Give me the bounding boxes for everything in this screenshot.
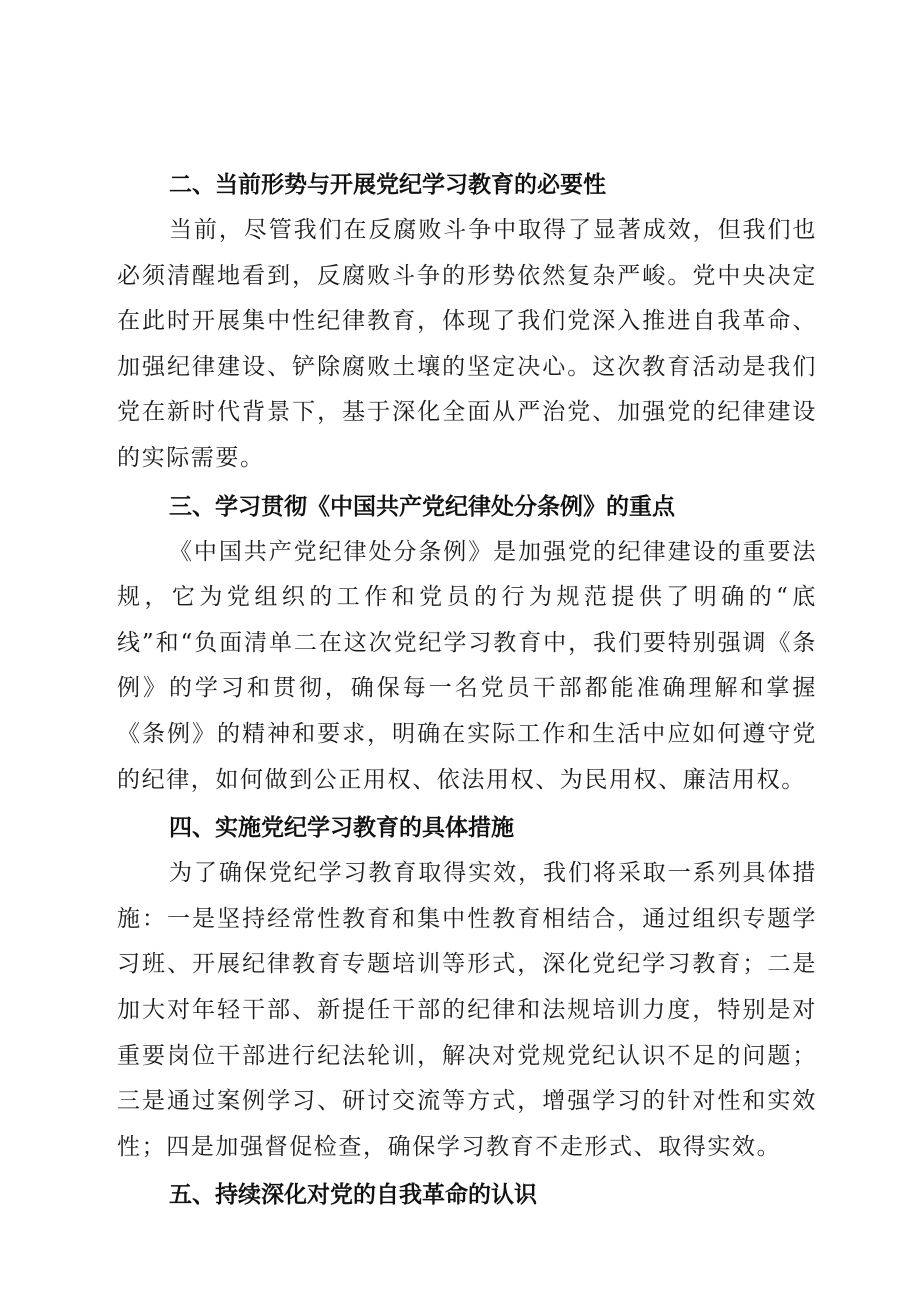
document-body bbox=[117, 162, 817, 1218]
section-paragraph-3: 《中国共产党纪律处分条例》是加强党的纪律建设的重要法规，它为党组织的工作和党员的行为规范提供了明确的“底线”和“负面清单二在这次党纪学习教育中，我们要特别强调《条例》的学习和贯彻，确保每一名党员干部都能准确理解和掌握《条例》的精神和要求，明确在实际工作和生活中应如何遵守党的纪律，如何做到公正用权、依法用权、为民用权、廉洁用权。 bbox=[117, 538, 817, 793]
section-paragraph-4: 为了确保党纪学习教育取得实效，我们将采取一系列具体措施：一是坚持经常性教育和集中性教育相结合，通过组织专题学习班、开展纪律教育专题培训等形式，深化党纪学习教育；二是加大对年轻干部、新提任干部的纪律和法规培训力度，特别是对重要岗位干部进行纪法轮训，解决对党规党纪认识不足的问题；三是通过案例学习、研讨交流等方式，增强学习的针对性和实效性；四是加强督促检查，确保学习教育不走形式、取得实效。 bbox=[117, 860, 817, 1160]
section-heading-2: 二、当前形势与开展党纪学习教育的必要性 bbox=[169, 172, 606, 198]
section-paragraph-2: 当前，尽管我们在反腐败斗争中取得了显著成效，但我们也必须清醒地看到，反腐败斗争的形势依然复杂严峻。党中央决定在此时开展集中性纪律教育，体现了我们党深入推进自我革命、加强纪律建设、铲除腐败土壤的坚定决心。这次教育活动是我们党在新时代背景下，基于深化全面从严治党、加强党的纪律建设的实际需要。 bbox=[117, 217, 817, 471]
section-heading-3: 三、学习贯彻《中国共产党纪律处分条例》的重点 bbox=[169, 493, 675, 520]
section-heading-4: 四、实施党纪学习教育的具体措施 bbox=[169, 815, 514, 842]
section-heading-5: 五、持续深化对党的自我革命的认识 bbox=[169, 1182, 537, 1209]
